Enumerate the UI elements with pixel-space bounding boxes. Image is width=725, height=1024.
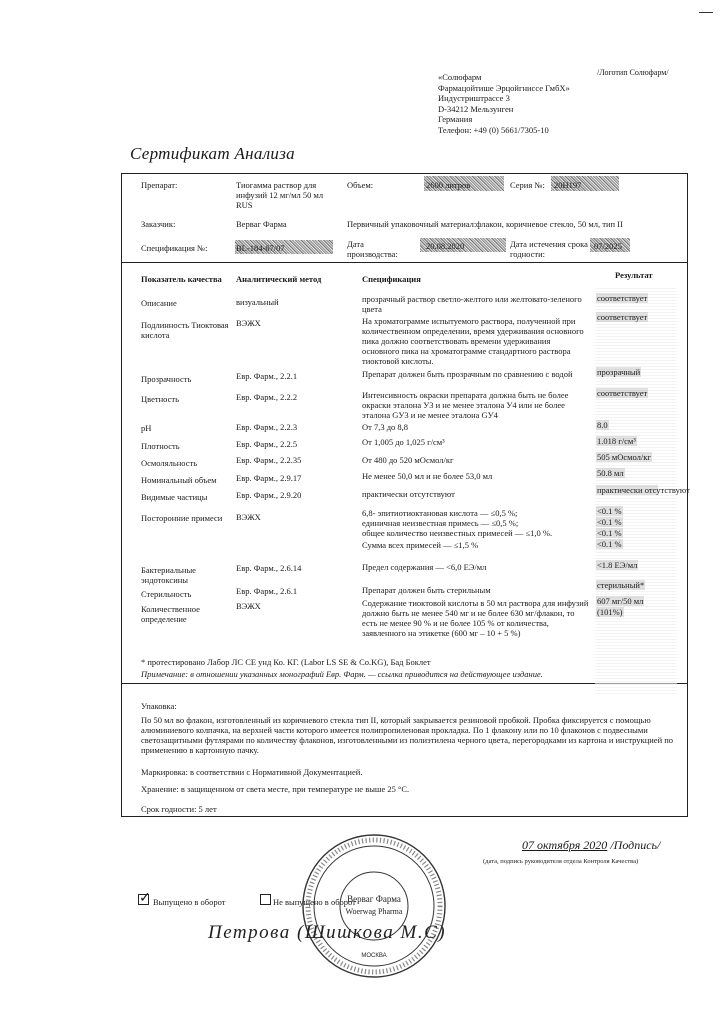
row-result: соответствует [597,293,648,303]
prod-date-label: Дата производства: [347,239,398,259]
row-name: Осмоляльность [141,458,198,468]
stamp-text-line: Верваг Фарма [347,894,401,904]
preparat-value: Тиогамма раствор для инфузий 12 мг/мл 50 мл RUS [236,180,324,210]
row-spec: Не менее 50,0 мл и не более 53,0 мл [362,471,493,481]
series-label: Серия №: [510,180,545,190]
row-name: Видимые частицы [141,492,208,502]
footnote: * протестировано Лабор ЛС СЕ унд Ко. КГ. (Labor LS SE & Co.KG), Бад Боклет [141,657,431,667]
packaging-value: флакон, коричневое стекло, 50 мл, тип II [476,219,623,229]
row-method: Евр. Фарм., 2.6.1 [236,586,298,596]
row-result-line: 607 мг/50 мл [597,596,644,606]
released-label: Выпущено в оборот [153,897,226,907]
customer-label: Заказчик: [141,219,176,229]
row-spec: От 1,005 до 1,025 г/см³ [362,437,445,447]
row-spec-line: общее количество неизвестных примесей — ≤1,0 %. [362,528,553,538]
address-line: «Солюфарм [438,72,482,82]
row-spec: практически отсутствуют [362,489,455,499]
row-name: Описание [141,298,177,308]
row-name: Прозрачность [141,374,192,384]
packaging-label: Первичный упаковочный материал: [347,219,477,229]
row-spec: Содержание тиоктовой кислоты в 50 мл раствора для инфузий должно быть не менее 540 мг и не более 630 мг/флакон, то есть не менее 90 % и не более 105 % от количества, заявленного на этикетке (600 мг – 10 + 5 %) [362,598,589,638]
row-result: <1.8 ЕЭ/мл [597,560,638,570]
row-result: 8.0 [597,420,608,430]
logo-note: /Логотип Солюфарм/ [597,68,669,77]
address-line: Германия [438,114,473,124]
expiry-label: Дата истечения срока годности: [510,239,588,259]
preparat-label: Препарат: [141,180,178,190]
row-result-line: <0.1 % [597,517,622,527]
row-method: Евр. Фарм., 2.9.17 [236,473,302,483]
row-result: 1.018 г/см³ [597,436,636,446]
row-spec: От 7,3 до 8,8 [362,422,409,432]
row-spec-line: единичная неизвестная примесь — ≤0,5 %; [362,518,519,528]
signature-caption: (дата, подпись руководителя отдела Контроля Качества) [483,858,639,865]
header-divider [122,262,687,263]
packaging-heading: Упаковка: [141,701,177,711]
row-method: визуальный [236,297,279,307]
released-checkbox[interactable] [138,894,149,905]
document-title: Сертификат Анализа [130,144,295,163]
row-spec: Препарат должен быть стерильным [362,585,491,595]
row-result: соответствует [597,312,648,322]
row-result-line: <0.1 % [597,528,622,538]
row-result: 50.8 мл [597,468,624,478]
row-name: Посторонние примеси [141,513,223,523]
row-spec-line: Сумма всех примесей — ≤1,5 % [362,540,479,550]
series-value: 20H197 [554,180,582,190]
storage-text: Хранение: в защищенном от света месте, при температуре не выше 25 °С. [141,784,410,794]
column-header-spec: Спецификация [362,274,421,284]
stamp-middle-ring [314,846,434,966]
marking-text: Маркировка: в соответствии с Нормативной Документацией. [141,767,363,777]
column-header-result: Результат [615,270,653,280]
row-method: Евр. Фарм., 2.2.5 [236,439,298,449]
row-spec: прозрачный раствор светло-желтого или желтовато-зеленого цвета [362,294,582,314]
row-method: ВЭЖХ [236,512,261,522]
customer-value: Верваг Фарма [236,219,287,229]
corner-mark [699,12,713,13]
row-name: Плотность [141,441,180,451]
address-line: D-34212 Мельзунген [438,103,514,114]
not-released-checkbox[interactable] [260,894,271,905]
volume-label: Объем: [347,180,374,190]
spec-value: BL-184-67/07 [236,243,285,253]
row-name: Номинальный объем [141,475,217,485]
row-name: Подлинность Тиоктовая кислота [141,320,229,340]
reference-note: Примечание: в отношении указанных монографий Евр. Фарм. — ссылка приводится на действующее издание. [141,669,543,679]
row-method: ВЭЖХ [236,601,261,611]
shelf-life-text: Срок годности: 5 лет [141,804,217,814]
row-result: прозрачный [597,367,641,377]
row-name: Цветность [141,394,179,404]
expiry-value: 07/2025 [594,241,622,251]
not-released-label: Не выпущено в оборот [273,897,356,907]
row-name: Бактериальные эндотоксины [141,565,196,585]
signature-date: 07 октября 2020 [522,838,608,852]
row-spec-line: 6,8- эпитиотиоктановая кислота — ≤0,5 %; [362,508,518,518]
row-method: Евр. Фарм., 2.2.2 [236,392,298,402]
row-method: Евр. Фарм., 2.2.3 [236,422,298,432]
row-result-line: <0.1 % [597,506,622,516]
row-spec: Интенсивность окраски препарата должна быть не более окраски эталона У3 и не менее эталона У4 или не более эталона GУ3 и не менее эталона GУ4 [362,390,569,420]
row-result: соответствует [597,388,648,398]
signature-date-line [522,838,660,853]
row-name: Количественное определение [141,604,200,624]
address-line: Индустриштрассе 3 [438,93,510,103]
row-method: Евр. Фарм., 2.6.14 [236,563,302,573]
row-spec: От 480 до 520 мОсмол/кг [362,455,454,465]
row-spec: Предел содержания — <6,0 ЕЭ/мл [362,562,487,572]
row-name: pH [141,423,152,433]
signature-note: /Подпись/ [610,838,661,852]
address-line: Фармацойтише Эрцойгниссе ГмбХ» [438,82,570,93]
row-spec: Препарат должен быть прозрачным по сравнению с водой [362,369,573,379]
address-line: Телефон: +49 (0) 5661/7305-10 [438,124,549,135]
row-method: Евр. Фарм., 2.2.1 [236,371,298,381]
handwritten-name: Петрова (Шишкова М.С) [208,922,447,943]
row-result-line: (101%) [597,607,623,617]
stamp-city: МОСКВА [361,953,387,959]
prod-date-value: 20.08.2020 [426,241,465,251]
column-header-parameter: Показатель качества [141,274,222,284]
stamp-text-line: Woerwag Pharma [345,907,403,916]
company-address [438,72,570,135]
row-name: Стерильность [141,589,192,599]
row-result: 505 мОсмол/кг [597,452,651,462]
volume-value: 2600 литров [426,180,471,190]
row-spec: На хроматограмме испытуемого раствора, полученной при количественном определении, время удерживания основного пика должно соответствовать времени удерживания основного пика на хроматограмме стандартного раствора тиоктовой кислоты. [362,316,584,366]
row-method: Евр. Фарм., 2.9.20 [236,490,302,500]
row-method: ВЭЖХ [236,318,261,328]
row-result: практически отсутствуют [597,485,690,495]
row-result: стерильный* [597,580,645,590]
column-header-method: Аналитический метод [236,274,322,284]
row-result-line: <0.1 % [597,539,622,549]
spec-label: Спецификация №: [141,243,208,253]
row-method: Евр. Фарм., 2.2.35 [236,455,302,465]
packaging-text: По 50 мл во флакон, изготовленный из коричневого стекла тип II, который закрывается резиновой пробкой. Пробка фиксируется с помощью алюминиевого колпачка, на верхней части которого имеется полипропиленовая прокладка. По 1 флакону или по 10 флаконов с подвесными светозащитными футлярами по количеству флаконов, изготовленными из полиэтилена черного цвета, перегородками из картона и инструкцией по применению в картонную пачку. [141,715,674,755]
company-stamp [300,832,448,980]
